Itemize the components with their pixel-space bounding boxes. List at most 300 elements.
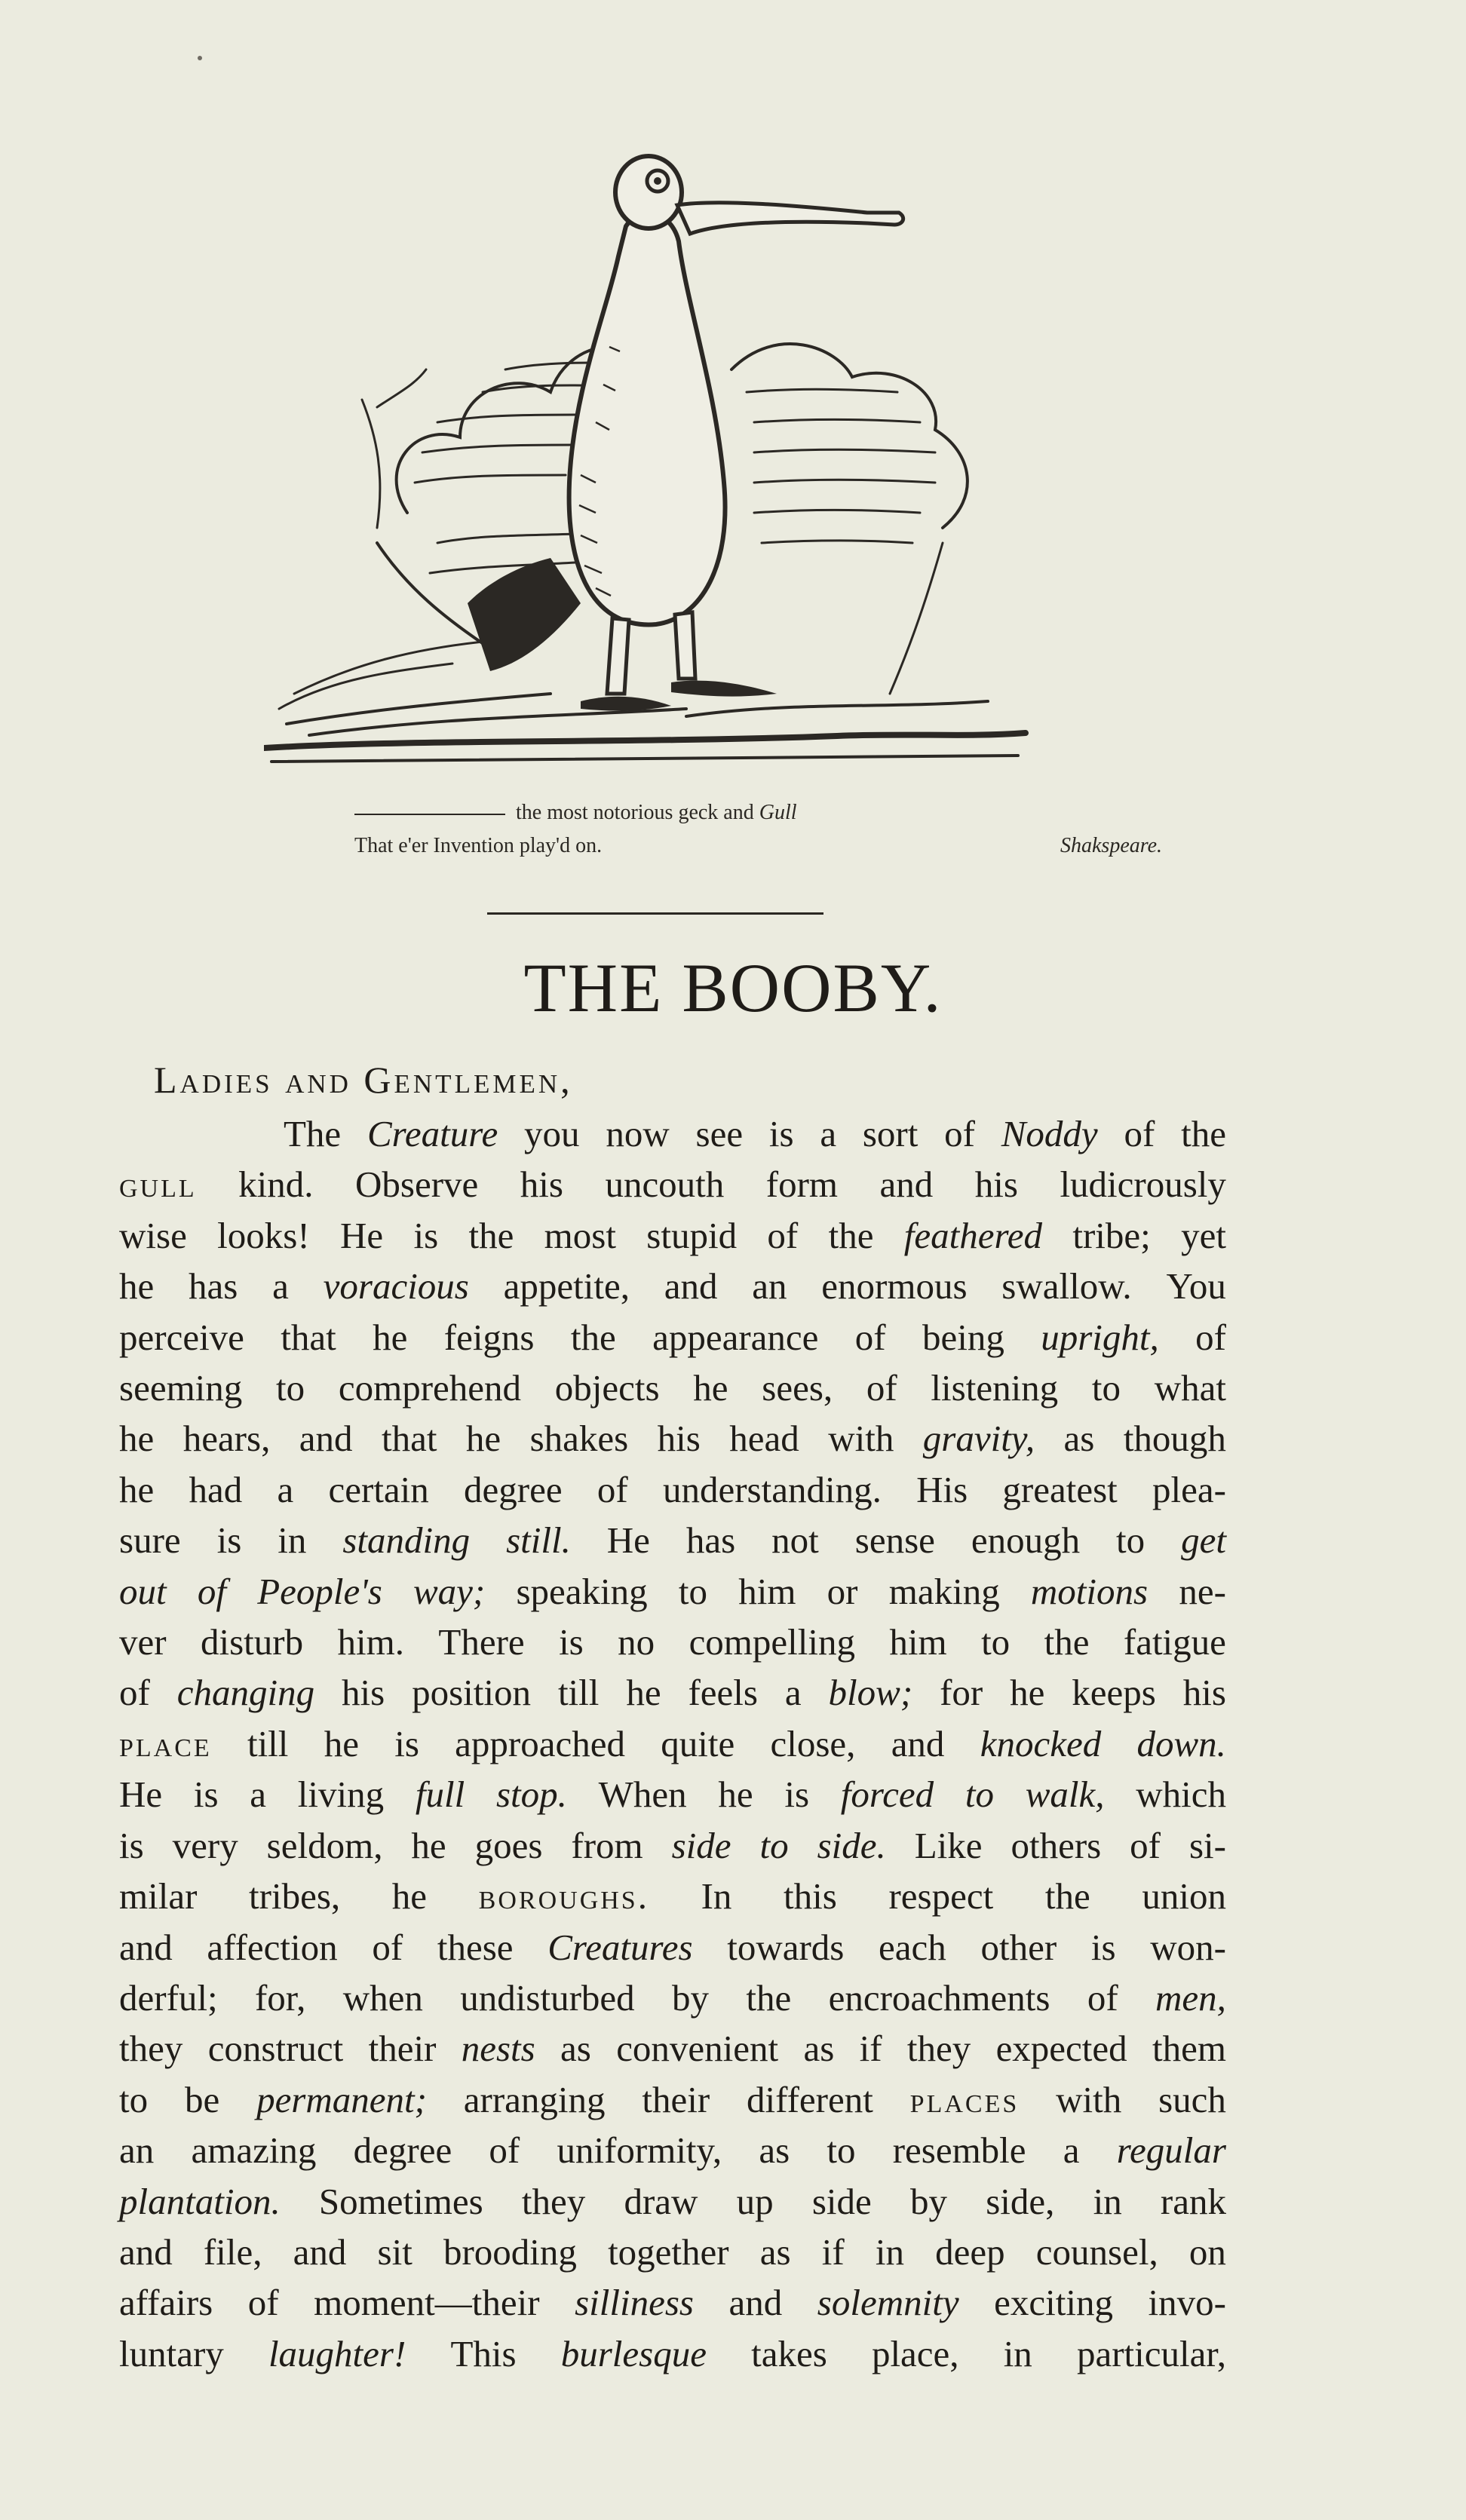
word: his	[342, 1672, 385, 1714]
word: side	[811, 2180, 872, 2222]
word: ne-	[1179, 1570, 1226, 1612]
word: seeming	[119, 1367, 243, 1409]
word: He	[119, 1774, 163, 1816]
word: sees,	[762, 1367, 833, 1409]
word: what	[1154, 1367, 1226, 1409]
word: him.	[337, 1621, 404, 1663]
word: disturb	[200, 1621, 304, 1663]
text-line	[119, 1769, 1226, 1819]
word: laughter!	[268, 2332, 406, 2374]
word: uniformity,	[557, 2129, 722, 2172]
word: listening	[931, 1367, 1059, 1409]
word: ver	[119, 1621, 167, 1663]
word: they	[906, 2028, 971, 2070]
text-line	[119, 2125, 1226, 2175]
word: exciting	[994, 2282, 1113, 2324]
word: in	[1003, 2332, 1032, 2374]
word: he	[718, 1774, 753, 1816]
word: union	[1142, 1875, 1226, 1918]
word: living	[297, 1774, 385, 1816]
word: to	[119, 2078, 149, 2120]
word: to	[981, 1621, 1011, 1663]
word: walk,	[1025, 1774, 1105, 1816]
word: he	[119, 1468, 155, 1510]
word: the	[1044, 1875, 1090, 1918]
word: other	[980, 1926, 1057, 1968]
word: invo-	[1148, 2282, 1226, 2324]
word: luntary	[119, 2332, 224, 2374]
word: as	[803, 2028, 835, 2070]
word: deep	[935, 2230, 1005, 2273]
epigraph-line-1	[354, 798, 1214, 828]
word: comprehend	[338, 1367, 522, 1409]
word: You	[1166, 1265, 1226, 1308]
word: this	[784, 1875, 837, 1918]
word: as	[759, 2129, 790, 2172]
text-line	[119, 1718, 1226, 1769]
word: and	[891, 1722, 945, 1764]
word: down.	[1136, 1722, 1226, 1764]
word: compelling	[689, 1621, 856, 1663]
word: and	[119, 2230, 173, 2273]
word: appetite,	[503, 1265, 630, 1308]
word: People's	[257, 1570, 382, 1612]
word: draw	[624, 2180, 698, 2222]
word: way;	[413, 1570, 486, 1612]
word: si-	[1188, 1824, 1226, 1866]
word: plea-	[1152, 1468, 1226, 1510]
word: he	[391, 1875, 428, 1918]
word: forced	[840, 1774, 934, 1816]
word: the	[828, 1214, 874, 1256]
word: men,	[1155, 1976, 1226, 2019]
word: sit	[377, 2230, 413, 2273]
word: is	[1090, 1926, 1116, 1968]
word: encroachments	[828, 1976, 1050, 2019]
word: him	[889, 1621, 947, 1663]
word: to	[759, 1824, 789, 1866]
word: ,	[1025, 1418, 1035, 1460]
word: of	[197, 1570, 226, 1612]
word: is	[119, 1824, 144, 1866]
word: approached	[455, 1722, 625, 1764]
word: regular	[1116, 2129, 1226, 2172]
word: moment—their	[314, 2282, 540, 2324]
word: won-	[1150, 1926, 1226, 1968]
word: resemble	[892, 2129, 1026, 2172]
word: plantation.	[119, 2180, 281, 2222]
word: Noddy	[1001, 1113, 1098, 1154]
text-line	[119, 1363, 1226, 1413]
word: brooding	[443, 2230, 577, 2273]
word: if	[859, 2028, 882, 2070]
word: not	[771, 1519, 819, 1562]
word: ,	[1216, 1976, 1226, 2019]
word: construct	[207, 2028, 344, 2070]
word: the	[1044, 1621, 1090, 1663]
text-line	[119, 1667, 1226, 1718]
word: and	[664, 1265, 718, 1308]
word: his	[974, 1163, 1018, 1206]
word: of	[1195, 1316, 1226, 1358]
word: feels	[688, 1672, 758, 1714]
word: has	[189, 1265, 238, 1308]
word: arranging	[463, 2078, 606, 2120]
word: speaking	[516, 1570, 648, 1612]
word: This	[450, 2332, 517, 2374]
word: understanding.	[662, 1468, 882, 1510]
word: wise	[119, 1214, 187, 1256]
word: of	[944, 1113, 975, 1154]
word: file,	[203, 2230, 262, 2273]
word: now	[606, 1113, 670, 1154]
word: and	[299, 1418, 353, 1460]
word: boroughs.	[478, 1875, 649, 1918]
word: him	[738, 1570, 796, 1612]
word: head	[729, 1418, 799, 1460]
word: form	[765, 1163, 839, 1206]
word: uncouth	[605, 1163, 725, 1206]
word: When	[598, 1774, 687, 1816]
text-line	[119, 1566, 1226, 1617]
salutation: Ladies and Gentlemen,	[154, 1059, 573, 1101]
booby-bird-woodcut-illustration	[264, 121, 1033, 784]
word: perceive	[119, 1316, 244, 1358]
word: in	[278, 1519, 307, 1562]
word: ,	[1095, 1774, 1105, 1816]
epigraph-dash	[354, 814, 505, 815]
word: stupid	[646, 1214, 738, 1256]
word: if	[821, 2230, 845, 2273]
word: tribes,	[249, 1875, 341, 1918]
word: affairs	[119, 2282, 213, 2324]
word: yet	[1181, 1214, 1226, 1256]
word: the	[570, 1316, 616, 1358]
word: solemnity	[817, 2282, 959, 2324]
word: their	[642, 2078, 710, 2120]
word: He	[339, 1214, 384, 1256]
word: and	[119, 1926, 173, 1968]
word: takes	[751, 2332, 827, 2374]
word: greatest	[1002, 1468, 1118, 1510]
word: seldom,	[266, 1824, 383, 1866]
word: goes	[474, 1824, 543, 1866]
word: full	[415, 1774, 465, 1816]
text-line	[119, 1210, 1226, 1261]
epigraph-attribution: Shakspeare.	[1060, 834, 1163, 857]
word: place,	[871, 2332, 959, 2374]
word: of	[247, 2282, 279, 2324]
word: fatigue	[1123, 1621, 1226, 1663]
text-line	[119, 1312, 1226, 1363]
word: an	[752, 1265, 787, 1308]
word: very	[172, 1824, 238, 1866]
text-line	[119, 2328, 1226, 2379]
word: his	[1182, 1672, 1226, 1714]
word: of	[767, 1214, 799, 1256]
word: is	[413, 1214, 439, 1256]
word: he	[324, 1722, 359, 1764]
word: their	[368, 2028, 437, 2070]
word: feigns	[443, 1316, 535, 1358]
word: a	[1063, 2129, 1080, 2172]
word: respect	[888, 1875, 994, 1918]
word: till	[557, 1672, 600, 1714]
page-title: THE BOOBY.	[523, 949, 943, 1026]
word: by	[909, 2180, 947, 2222]
text-line	[119, 2227, 1226, 2277]
word: they	[119, 2028, 183, 2070]
word: they	[521, 2180, 586, 2222]
word: silliness	[575, 2282, 694, 2324]
word: and	[879, 1163, 934, 1206]
word: his	[657, 1418, 701, 1460]
word: for	[940, 1672, 983, 1714]
word: as	[759, 2230, 791, 2273]
word: burlesque	[560, 2332, 707, 2374]
word: with	[1056, 2078, 1122, 2120]
word: In	[701, 1875, 732, 1918]
word: certain	[328, 1468, 429, 1510]
word: sure	[119, 1519, 181, 1562]
word: he	[373, 1316, 408, 1358]
word: enough	[971, 1519, 1081, 1562]
word: a	[820, 1113, 837, 1154]
word: ludicrously	[1060, 1163, 1226, 1206]
word: hears,	[182, 1418, 271, 1460]
text-line	[119, 1617, 1226, 1667]
word: Observe	[355, 1163, 479, 1206]
word: he	[693, 1367, 728, 1409]
word: up	[736, 2180, 774, 2222]
word: get	[1181, 1519, 1226, 1562]
word: appearance	[652, 1316, 819, 1358]
word: sort	[862, 1113, 919, 1154]
word: place	[119, 1722, 212, 1764]
text-line	[119, 1515, 1226, 1565]
text-line	[119, 2277, 1226, 2328]
word: and	[293, 2230, 347, 2273]
word: an	[119, 2129, 155, 2172]
word: upright,	[1041, 1316, 1159, 1358]
word: to	[276, 1367, 305, 1409]
word: ,	[1149, 1316, 1159, 1358]
word: derful;	[119, 1976, 218, 2019]
word: Like	[914, 1824, 983, 1866]
word: objects	[554, 1367, 660, 1409]
word: Sometimes	[318, 2180, 483, 2222]
word: he	[119, 1265, 155, 1308]
word: swallow.	[1001, 1265, 1132, 1308]
word: looks!	[217, 1214, 310, 1256]
word: position	[412, 1672, 532, 1714]
word: in	[1093, 2180, 1122, 2222]
word: stop.	[495, 1774, 567, 1816]
word: is	[784, 1774, 810, 1816]
word: in	[875, 2230, 904, 2273]
word: of	[854, 1316, 886, 1358]
word: a	[784, 1672, 802, 1714]
word: There	[438, 1621, 525, 1663]
epigraph-gull-word: Gull	[759, 801, 797, 824]
word: as	[560, 2028, 591, 2070]
word: side	[671, 1824, 731, 1866]
word: milar	[119, 1875, 198, 1918]
word: till	[247, 1722, 289, 1764]
word: as	[1063, 1418, 1095, 1460]
text-line	[119, 2023, 1226, 2074]
text-line	[119, 1159, 1226, 1209]
word: side.	[817, 1824, 886, 1866]
text-line	[119, 1973, 1226, 2023]
word: he	[1010, 1672, 1045, 1714]
word: his	[520, 1163, 563, 1206]
word: voracious	[323, 1265, 469, 1308]
word: convenient	[616, 2028, 779, 2070]
word: that	[281, 1316, 336, 1358]
word: on	[1188, 2230, 1226, 2273]
word: he	[119, 1418, 155, 1460]
word: to	[1091, 1367, 1121, 1409]
word: Creature	[366, 1113, 498, 1154]
word: expected	[995, 2028, 1127, 2070]
title-rule	[487, 912, 823, 915]
word: he	[465, 1418, 501, 1460]
word: different	[747, 2078, 873, 2120]
word: blow;	[828, 1672, 913, 1714]
word: making	[888, 1570, 1000, 1612]
word: of	[119, 1672, 150, 1714]
word: such	[1158, 2078, 1226, 2120]
word: most	[544, 1214, 616, 1256]
word: is	[394, 1722, 419, 1764]
word: is	[216, 1519, 242, 1562]
word: close,	[770, 1722, 856, 1764]
word: of	[1124, 1113, 1155, 1154]
word: the	[1181, 1113, 1226, 1154]
word: is	[559, 1621, 584, 1663]
word: knocked	[980, 1722, 1102, 1764]
word: places	[909, 2078, 1020, 2120]
text-line	[119, 1108, 1226, 1159]
word: nests	[461, 2028, 535, 2070]
word: sense	[854, 1519, 935, 1562]
word: the	[468, 1214, 514, 1256]
word: of	[866, 1367, 897, 1409]
word: gull	[119, 1163, 197, 1206]
word: degree	[464, 1468, 563, 1510]
word: rank	[1160, 2180, 1226, 2222]
word: side,	[986, 2180, 1055, 2222]
word: together	[608, 2230, 729, 2273]
word: each	[879, 1926, 946, 1968]
word: particular,	[1076, 2332, 1226, 2374]
ink-fleck	[198, 56, 202, 60]
word: feathered	[903, 1214, 1043, 1256]
text-line	[119, 1464, 1226, 1515]
word: counsel,	[1035, 2230, 1158, 2273]
word: being	[922, 1316, 1004, 1358]
word: tribe;	[1072, 1214, 1151, 1256]
word: a	[277, 1468, 294, 1510]
word: gravity,	[922, 1418, 1035, 1460]
word: had	[189, 1468, 243, 1510]
word: with	[828, 1418, 894, 1460]
text-line	[119, 2176, 1226, 2227]
word: kind.	[238, 1163, 314, 1206]
word: His	[916, 1468, 968, 1510]
word: to	[678, 1570, 707, 1612]
word: undisturbed	[460, 1976, 635, 2019]
word: towards	[727, 1926, 845, 1968]
word: of	[372, 1926, 403, 1968]
text-line	[119, 1261, 1226, 1311]
word: he	[626, 1672, 661, 1714]
word: the	[746, 1976, 792, 2019]
word: he	[411, 1824, 446, 1866]
text-line	[119, 1871, 1226, 1921]
word: of	[489, 2129, 520, 2172]
word: amazing	[191, 2129, 317, 2172]
word: and	[728, 2282, 783, 2324]
text-line	[119, 1922, 1226, 1973]
word: to	[1116, 1519, 1146, 1562]
word: see	[695, 1113, 744, 1154]
word: to	[827, 2129, 856, 2172]
word: still.	[506, 1519, 571, 1562]
word: Creatures	[547, 1926, 693, 1968]
word: keeps	[1072, 1672, 1156, 1714]
text-line	[119, 1820, 1226, 1871]
word: these	[437, 1926, 514, 1968]
word: of	[1130, 1824, 1161, 1866]
epigraph-line-1-text: the most notorious geck and	[516, 801, 754, 824]
word: shakes	[529, 1418, 629, 1460]
word: be	[184, 2078, 220, 2120]
word: which	[1136, 1774, 1226, 1816]
text-line	[119, 2074, 1226, 2125]
word: standing	[342, 1519, 471, 1562]
word: to	[965, 1774, 994, 1816]
word: them	[1152, 2028, 1226, 2070]
word: a	[272, 1265, 289, 1308]
word: permanent;	[256, 2078, 427, 2120]
word: has	[685, 1519, 736, 1562]
word: is	[193, 1774, 219, 1816]
word: by	[672, 1976, 710, 2019]
text-line	[119, 1413, 1226, 1464]
word: though	[1123, 1418, 1226, 1460]
word: affection	[207, 1926, 338, 1968]
word: others	[1011, 1824, 1102, 1866]
word: motions	[1030, 1570, 1149, 1612]
word: no	[618, 1621, 655, 1663]
word: degree	[353, 2129, 452, 2172]
word: The	[284, 1113, 342, 1154]
word: He	[606, 1519, 650, 1562]
word: you	[524, 1113, 580, 1154]
epigraph-line-2: That e'er Invention play'd on.	[354, 834, 603, 857]
word: is	[768, 1113, 794, 1154]
word: from	[571, 1824, 643, 1866]
word: of	[597, 1468, 628, 1510]
word: enormous	[821, 1265, 968, 1308]
word: when	[342, 1976, 423, 2019]
word: for,	[254, 1976, 306, 2019]
word: out	[119, 1570, 167, 1612]
body-text	[119, 1108, 1226, 2379]
word: quite	[661, 1722, 735, 1764]
